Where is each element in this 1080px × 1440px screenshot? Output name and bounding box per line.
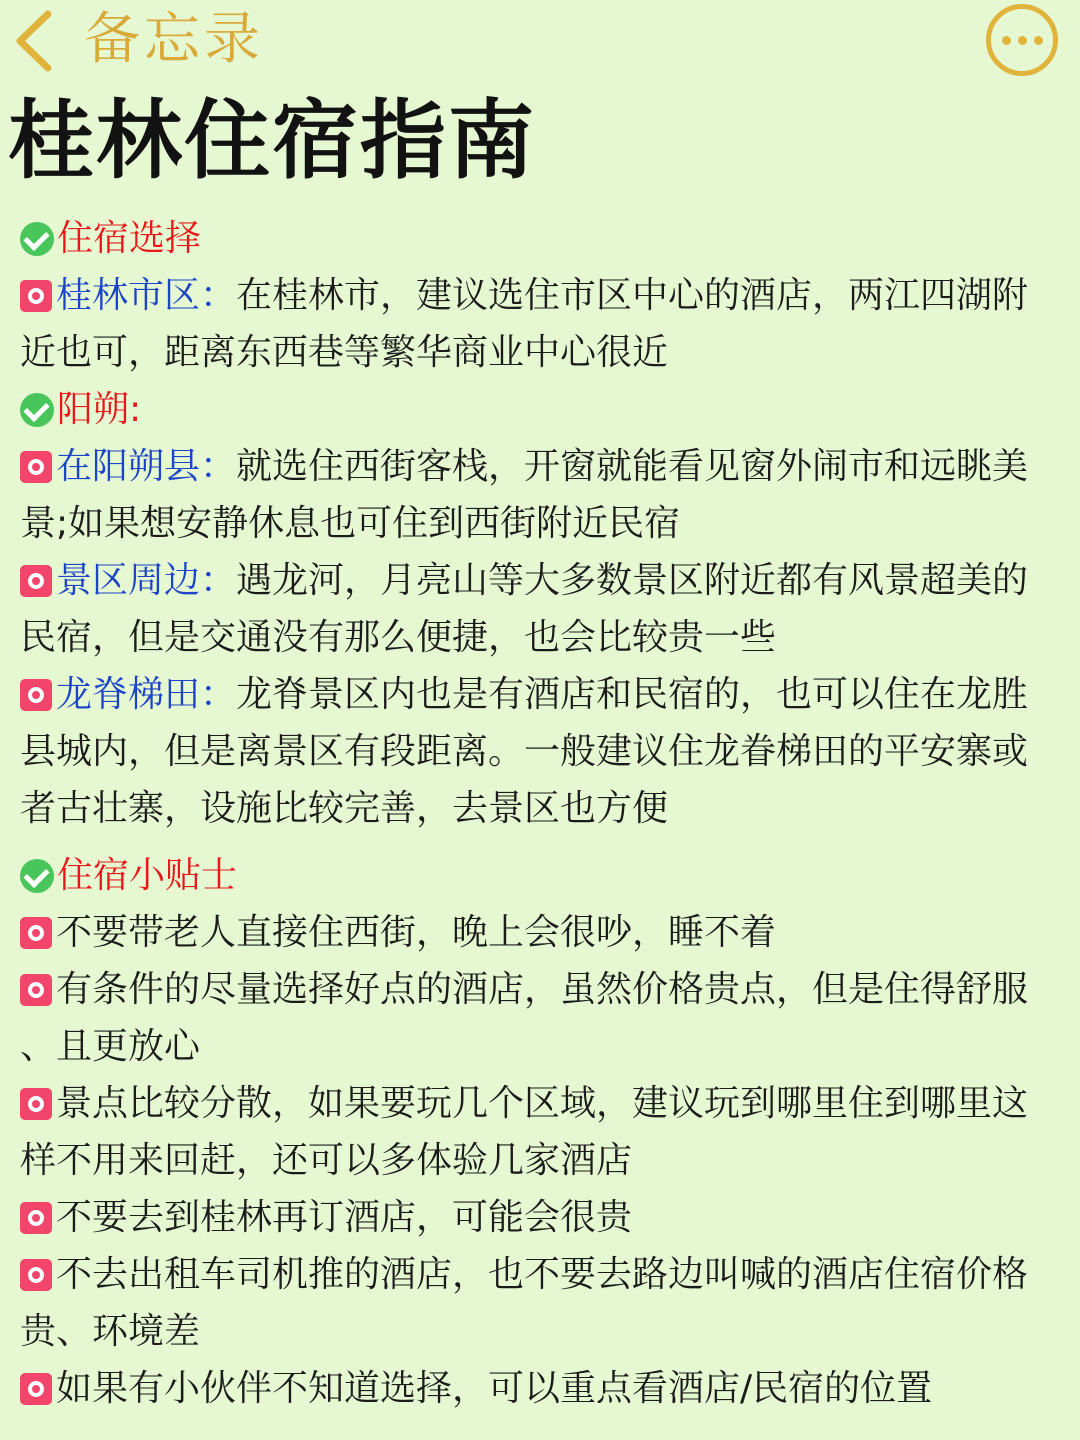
- tip-item-continuation: 、且更放心: [20, 1026, 201, 1067]
- red-square-bullet-icon: [20, 451, 52, 483]
- list-item-continuation: 近也可，距离东西巷等繁华商业中心很近: [20, 332, 669, 373]
- item-text: 就选住西街客栈，开窗就能看见窗外闹市和远眺美: [236, 446, 1029, 487]
- list-item: [20, 267, 1050, 324]
- item-label: 景区周边：: [56, 560, 237, 601]
- check-circle-icon: [20, 859, 54, 893]
- list-item-continuation: 民宿，但是交通没有那么便捷，也会比较贵一些: [20, 617, 777, 658]
- list-item-continuation: 者古壮寨，设施比较完善，去景区也方便: [20, 788, 669, 829]
- nav-title[interactable]: 备忘录: [84, 7, 264, 72]
- tip-item-continuation: 样不用来回赶，还可以多体验几家酒店: [20, 1140, 633, 1181]
- tip-item: 景点比较分散，如果要玩几个区域，建议玩到哪里住到哪里这: [20, 1075, 1050, 1132]
- tip-item: 有条件的尽量选择好点的酒店，虽然价格贵点，但是住得舒服: [20, 961, 1050, 1018]
- nav-bar: [0, 0, 1080, 82]
- list-item-continuation: 景;如果想安静休息也可住到西街附近民宿: [20, 503, 681, 544]
- tip-item: 如果有小伙伴不知道选择，可以重点看酒店/民宿的位置: [20, 1360, 1050, 1417]
- red-square-bullet-icon: [20, 1088, 52, 1120]
- page-title: 桂林住宿指南: [8, 91, 536, 191]
- red-square-bullet-icon: [20, 1259, 52, 1291]
- section-heading: 住宿选择: [20, 210, 1050, 267]
- item-label: 龙脊梯田：: [56, 674, 237, 715]
- chevron-left-icon[interactable]: [8, 8, 62, 74]
- red-square-bullet-icon: [20, 974, 52, 1006]
- section-heading: 阳朔:: [20, 381, 1050, 438]
- item-label: 桂林市区：: [56, 275, 237, 316]
- section-heading: 住宿小贴士: [20, 847, 1050, 904]
- red-square-bullet-icon: [20, 1373, 52, 1405]
- item-label: 在阳朔县：: [56, 446, 237, 487]
- list-item: [20, 552, 1050, 609]
- more-button[interactable]: [986, 4, 1058, 76]
- tip-item: 不要去到桂林再订酒店，可能会很贵: [20, 1189, 1050, 1246]
- red-square-bullet-icon: [20, 1202, 52, 1234]
- red-square-bullet-icon: [20, 565, 52, 597]
- tip-item: 不要带老人直接住西街，晚上会很吵，睡不着: [20, 904, 1050, 961]
- red-square-bullet-icon: [20, 917, 52, 949]
- ellipsis-icon: [1002, 36, 1011, 45]
- tip-item-continuation: 贵、环境差: [20, 1311, 201, 1352]
- list-item: [20, 438, 1050, 495]
- tip-item: 不去出租车司机推的酒店，也不要去路边叫喊的酒店住宿价格: [20, 1246, 1050, 1303]
- note-body: [20, 210, 1050, 1417]
- item-text: 遇龙河，月亮山等大多数景区附近都有风景超美的: [236, 560, 1029, 601]
- list-item-continuation: 县城内，但是离景区有段距离。一般建议住龙眷梯田的平安寨或: [20, 731, 1029, 772]
- item-text: 在桂林市，建议选住市区中心的酒店，两江四湖附: [236, 275, 1029, 316]
- item-text: 龙脊景区内也是有酒店和民宿的，也可以住在龙胜: [236, 674, 1029, 715]
- list-item: [20, 666, 1050, 723]
- red-square-bullet-icon: [20, 280, 52, 312]
- check-circle-icon: [20, 222, 54, 256]
- check-circle-icon: [20, 393, 54, 427]
- red-square-bullet-icon: [20, 679, 52, 711]
